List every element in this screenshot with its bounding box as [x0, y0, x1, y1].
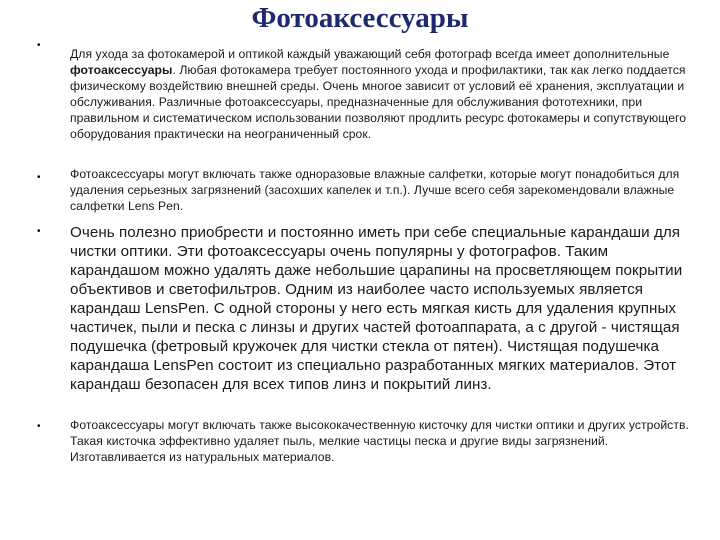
- list-item: Фотоаксессуары могут включать также высококачественную кисточку для чистки оптики и других устройств. Такая кисточка эффективно удаляет пыль, мелкие частицы песка и другие виды загрязнений. Изготавливается из натуральных материалов.: [70, 418, 689, 464]
- paragraph-text: . Любая фотокамера требует постоянного ухода и профилактики, так как легко поддается физическому воздействию внешней среды. Очень многое зависит от условий её хранения, эксплуатации и обслуживания. Различные фотоаксессуары, предназначенные для обслуживания фототехники, при правильном и систематическом использовании позволяют продлить ресурс фотокамеры и сопутствующего оборудования практически на неограниченный срок.: [70, 63, 687, 141]
- list-item: Фотоаксессуары могут включать также одноразовые влажные салфетки, которые могут понадобиться для удаления серьезных загрязнений (засохших капелек и т.п.). Лучше всего себя зарекомендовали влажные салфетки Lens Pen.: [70, 167, 680, 213]
- bullet-icon: •: [37, 421, 41, 432]
- bullet-icon: •: [37, 172, 41, 183]
- list-item: [70, 46, 690, 142]
- bullet-icon: •: [37, 40, 41, 51]
- bold-term: фотоаксессуары: [70, 63, 173, 77]
- paragraph-text: Для ухода за фотокамерой и оптикой каждый уважающий себя фотограф всегда имеет дополнительные: [70, 47, 670, 61]
- page-title: Фотоаксессуары: [251, 2, 469, 34]
- bullet-icon: •: [37, 226, 41, 237]
- list-item: Очень полезно приобрести и постоянно иметь при себе специальные карандаши для чистки оптики. Эти фотоаксессуары очень популярны у фотографов. Таким карандашом можно удалять даже небольшие царапины на просветляющем покрытии объективов и светофильтров. Одним из наиболее часто используемых является карандаш LensPen. С одной стороны у него есть мягкая кисть для удаления крупных частичек, пыли и песка с линзы и других частей фотоаппарата, а с другой - чистящая подушечка (фетровый кружочек для чистки стекла от пятен). Чистящая подушечка карандаша LensPen состоит из специально разработанных мягких материалов. Этот карандаш безопасен для всех типов линз и покрытий линз.: [70, 224, 683, 393]
